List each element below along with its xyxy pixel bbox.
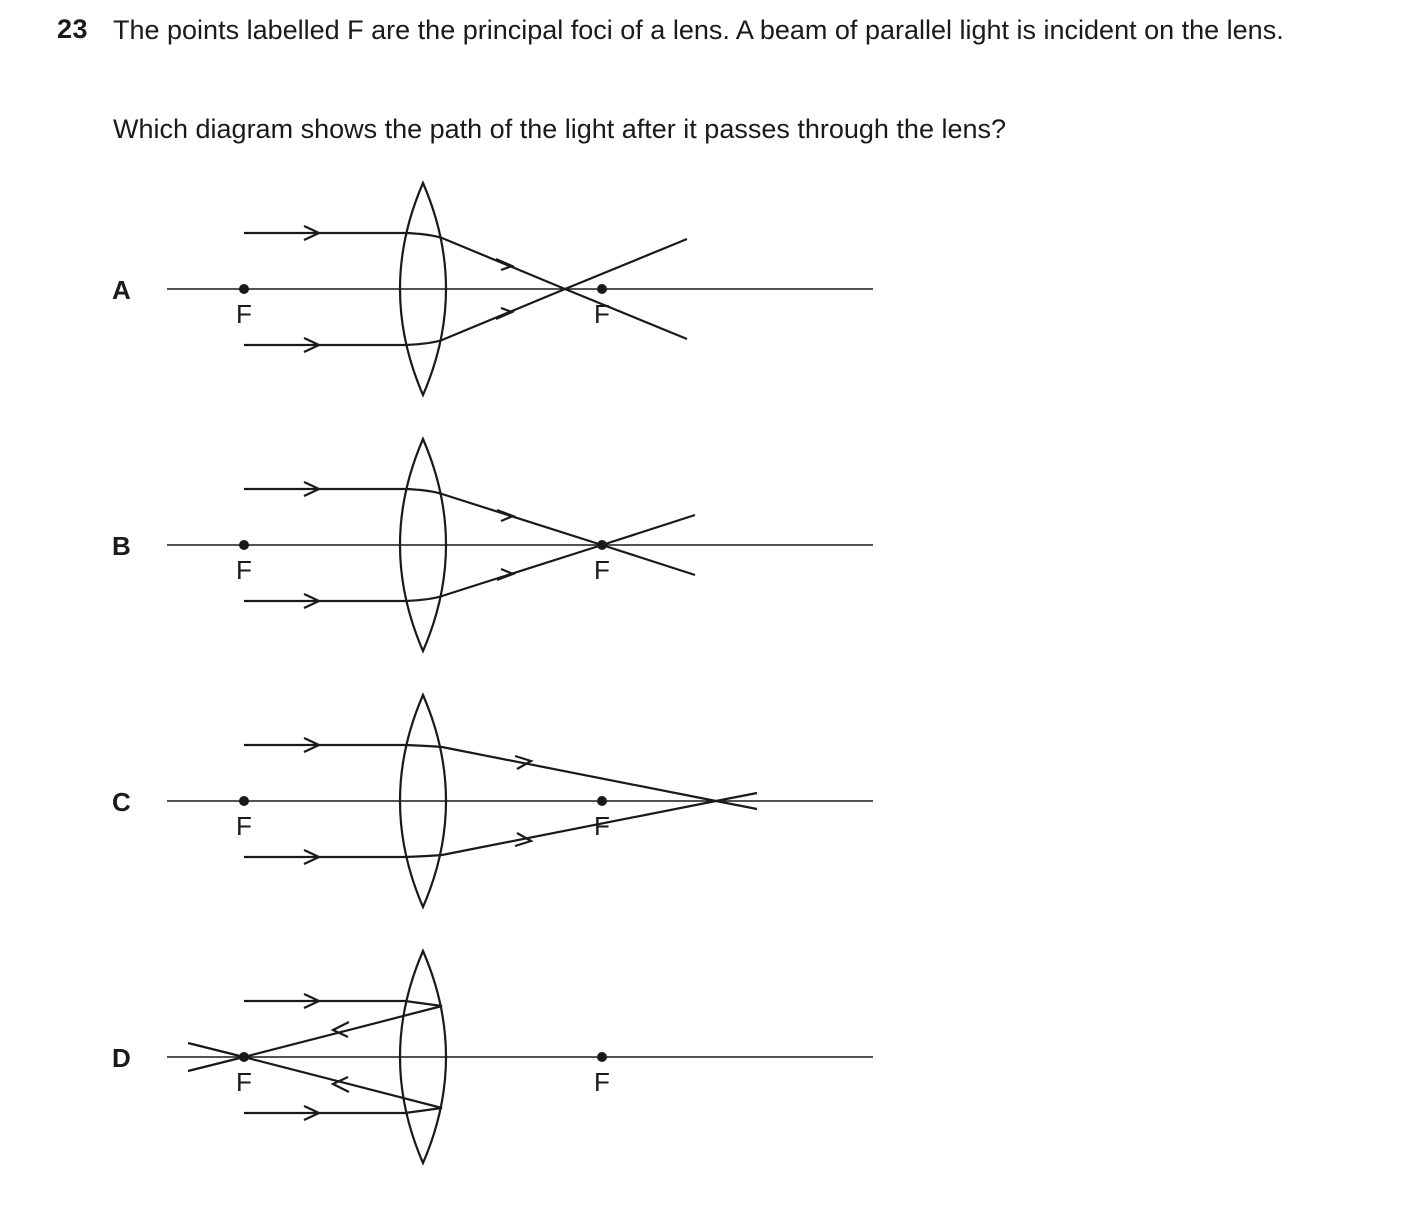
focus-label-right: F [594,811,610,841]
option-c-letter[interactable]: C [112,787,131,817]
question-prompt: Which diagram shows the path of the light after it passes through the lens? [113,114,1007,144]
question-number: 23 [57,14,89,44]
focus-label-left: F [236,555,252,585]
option-d-diagram[interactable] [167,951,873,1163]
option-d-letter[interactable]: D [112,1043,131,1073]
option-c-diagram[interactable] [167,695,873,907]
focal-point-right [597,1052,607,1062]
incident-ray-top [244,233,687,339]
arrow-head [497,510,513,521]
focal-point-left [239,796,249,806]
incident-ray-bottom [244,239,687,345]
focal-point-left [239,284,249,294]
focal-point-right [597,796,607,806]
focus-label-right: F [594,1067,610,1097]
option-a-letter[interactable]: A [112,275,131,305]
incident-ray-top [244,489,695,575]
focus-label-right: F [594,555,610,585]
incident-ray-bottom [244,793,757,857]
option-b-diagram[interactable] [167,439,873,651]
focus-label-left: F [236,1067,252,1097]
focus-label-right: F [594,299,610,329]
focus-label-left: F [236,299,252,329]
incident-ray-bottom [244,515,695,601]
focus-label-left: F [236,811,252,841]
arrow-head [497,569,513,580]
option-b-letter[interactable]: B [112,531,131,561]
option-a-diagram[interactable] [167,183,873,395]
incident-ray-top [244,745,757,809]
question-stem: The points labelled F are the principal foci of a lens. A beam of parallel light is incident on the lens. [113,15,1284,45]
focal-point-right [597,284,607,294]
focal-point-left [239,540,249,550]
